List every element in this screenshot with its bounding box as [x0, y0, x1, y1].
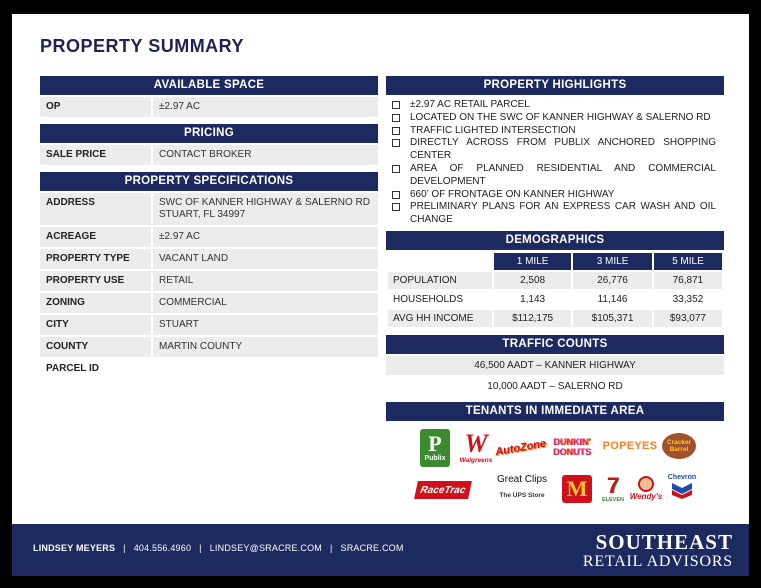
racetrac-logo: RaceTrac [414, 481, 472, 499]
spec-label: ADDRESS [40, 193, 151, 225]
brand-name-line-2: RETAIL ADVISORS [582, 553, 733, 570]
list-item: ±2.97 AC RETAIL PARCEL [392, 99, 716, 112]
spec-row-zoning [40, 293, 378, 313]
spec-row-county [40, 337, 378, 357]
spec-row-property-use [40, 271, 378, 291]
checkbox-icon [392, 165, 400, 173]
spec-value: VACANT LAND [153, 249, 378, 269]
traffic-counts-header: TRAFFIC COUNTS [386, 335, 724, 354]
checkbox-icon [392, 101, 400, 109]
spec-row-acreage [40, 227, 378, 247]
popeyes-logo: POPEYES [602, 439, 658, 452]
tenant-logos [386, 421, 724, 521]
spec-label: PARCEL ID [40, 359, 151, 378]
demographics-table [386, 251, 724, 329]
mcdonalds-logo: M [562, 475, 592, 503]
footer [12, 524, 749, 576]
available-space-header: AVAILABLE SPACE [40, 76, 378, 95]
spec-label: CITY [40, 315, 151, 335]
list-item: 660’ OF FRONTAGE ON KANNER HIGHWAY [392, 189, 716, 202]
checkbox-icon [392, 203, 400, 211]
spec-value: COMMERCIAL [153, 293, 378, 313]
table-row: HOUSEHOLDS 1,143 11,146 33,352 [393, 293, 704, 305]
property-summary-page [12, 14, 749, 576]
demographics-header: DEMOGRAPHICS [386, 231, 724, 250]
table-row: POPULATION 2,508 26,776 76,871 [388, 272, 722, 289]
seven-eleven-logo: 7 ELEVEN [601, 472, 624, 503]
checkbox-icon [392, 114, 400, 122]
page-title: PROPERTY SUMMARY [40, 36, 245, 56]
list-item: AREA OF PLANNED RESIDENTIAL AND COMMERCIAL DEVELOPMENT [392, 163, 716, 189]
column-header: 5 MILE [654, 253, 722, 270]
great-clips-logo: Great Clips [496, 474, 547, 486]
sale-price-value: CONTACT BROKER [153, 145, 378, 165]
company-website[interactable]: SRACRE.COM [340, 543, 404, 553]
table-row: AVG HH INCOME $112,175 $105,371 $93,077 [388, 310, 722, 327]
spec-value [153, 193, 378, 225]
spec-value: ±2.97 AC [153, 227, 378, 247]
highlights-list [386, 95, 724, 231]
footer-contact: LINDSEY MEYERS | 404.556.4960 | LINDSEY@SRACRE.COM | SRACRE.COM [33, 543, 404, 553]
spec-row-address [40, 193, 378, 225]
cracker-barrel-logo: Cracker Barrel [662, 433, 696, 459]
brand-name-line-1: SOUTHEAST [595, 530, 733, 554]
broker-email[interactable]: LINDSEY@SRACRE.COM [209, 543, 322, 553]
address-line-1: SWC OF KANNER HIGHWAY & SALERNO RD [159, 197, 370, 208]
walgreens-logo: W Walgreens [459, 429, 493, 465]
spec-label: COUNTY [40, 337, 151, 357]
pricing-header: PRICING [40, 124, 378, 143]
traffic-count-kanner: 46,500 AADT – KANNER HIGHWAY [386, 356, 724, 375]
spec-label: ACREAGE [40, 227, 151, 247]
wendys-logo: Wendy's [630, 473, 662, 505]
specifications-header: PROPERTY SPECIFICATIONS [40, 172, 378, 191]
list-item: PRELIMINARY PLANS FOR AN EXPRESS CAR WASH AND OIL CHANGE [392, 201, 716, 227]
address-line-2: STUART, FL 34997 [159, 209, 246, 220]
right-column [386, 76, 724, 521]
highlights-header: PROPERTY HIGHLIGHTS [386, 76, 724, 95]
spec-value [153, 359, 378, 378]
available-space-label: OP [40, 97, 151, 117]
spec-row-city [40, 315, 378, 335]
available-space-value: ±2.97 AC [153, 97, 378, 117]
spec-value: STUART [153, 315, 378, 335]
column-header: 3 MILE [573, 253, 652, 270]
checkbox-icon [392, 139, 400, 147]
column-header: 1 MILE [494, 253, 571, 270]
chevron-icon [670, 481, 694, 499]
spec-row-property-type [40, 249, 378, 269]
available-space-row [40, 97, 378, 117]
list-item: TRAFFIC LIGHTED INTERSECTION [392, 125, 716, 138]
checkbox-icon [392, 191, 400, 199]
traffic-count-salerno: 10,000 AADT – SALERNO RD [487, 380, 623, 392]
dunkin-logo: DUNKIN' DONUTS [553, 436, 591, 457]
sale-price-label: SALE PRICE [40, 145, 151, 165]
list-item: LOCATED ON THE SWC OF KANNER HIGHWAY & SALERNO RD [392, 112, 716, 125]
spec-label: ZONING [40, 293, 151, 313]
tenants-header: TENANTS IN IMMEDIATE AREA [386, 402, 724, 421]
spec-value: MARTIN COUNTY [153, 337, 378, 357]
spec-row-parcel-id [40, 359, 378, 378]
spec-label: PROPERTY USE [40, 271, 151, 291]
broker-phone: 404.556.4960 [133, 543, 192, 553]
pricing-row [40, 145, 378, 165]
broker-name: LINDSEY MEYERS [33, 543, 116, 553]
left-column [40, 76, 378, 378]
chevron-logo: Chevron [666, 471, 698, 503]
checkbox-icon [392, 127, 400, 135]
list-item: DIRECTLY ACROSS FROM PUBLIX ANCHORED SHOPPING CENTER [392, 137, 716, 163]
publix-logo: P Publix [420, 429, 450, 467]
spec-value: RETAIL [153, 271, 378, 291]
autozone-logo: AutoZone [494, 437, 548, 459]
ups-store-logo: The UPS Store [499, 492, 545, 500]
spec-label: PROPERTY TYPE [40, 249, 151, 269]
wendys-face-icon [638, 476, 654, 492]
